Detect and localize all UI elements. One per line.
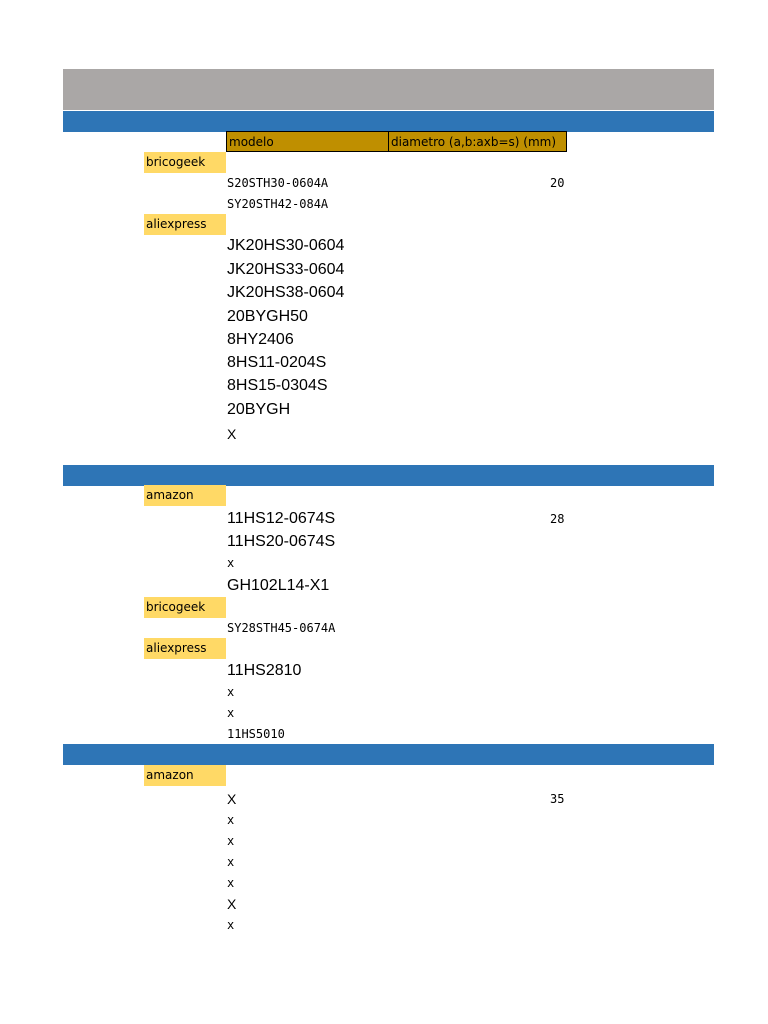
model-cell[interactable]: x	[227, 834, 235, 848]
model-cell[interactable]: x	[227, 813, 235, 827]
model-cell[interactable]: x	[227, 706, 235, 720]
model-cell[interactable]: SY20STH42-084A	[227, 197, 329, 211]
model-cell[interactable]: X	[227, 426, 237, 442]
model-cell[interactable]: x	[227, 685, 235, 699]
store-label-aliexpress[interactable]: aliexpress	[144, 638, 226, 659]
model-cell[interactable]: X	[227, 896, 237, 912]
model-cell[interactable]: 8HS15-0304S	[227, 377, 328, 394]
diameter-cell[interactable]: 28	[550, 512, 565, 526]
section-band-1	[63, 111, 714, 132]
header-modelo[interactable]: modelo	[226, 131, 389, 152]
diameter-cell[interactable]: 35	[550, 792, 565, 806]
model-cell[interactable]: 8HY2406	[227, 331, 294, 348]
store-label-amazon[interactable]: amazon	[144, 485, 226, 506]
section-band-2	[63, 465, 714, 486]
model-cell[interactable]: 20BYGH	[227, 401, 291, 418]
store-label-amazon[interactable]: amazon	[144, 765, 226, 786]
title-banner	[63, 69, 714, 110]
store-label-bricogeek[interactable]: bricogeek	[144, 597, 226, 618]
model-cell[interactable]: x	[227, 556, 235, 570]
model-cell[interactable]: S20STH30-0604A	[227, 176, 329, 190]
model-cell[interactable]: x	[227, 918, 235, 932]
store-label-bricogeek[interactable]: bricogeek	[144, 152, 226, 173]
section-band-3	[63, 744, 714, 765]
model-cell[interactable]: 11HS2810	[227, 662, 302, 679]
model-cell[interactable]: JK20HS33-0604	[227, 261, 345, 278]
model-cell[interactable]: 20BYGH50	[227, 308, 308, 325]
model-cell[interactable]: X	[227, 791, 237, 807]
header-diametro[interactable]: diametro (a,b:axb=s) (mm)	[388, 131, 567, 152]
diameter-cell[interactable]: 20	[550, 176, 565, 190]
model-cell[interactable]: GH102L14-X1	[227, 577, 330, 594]
model-cell[interactable]: SY28STH45-0674A	[227, 621, 336, 635]
model-cell[interactable]: 11HS20-0674S	[227, 533, 336, 550]
model-cell[interactable]: JK20HS38-0604	[227, 284, 345, 301]
model-cell[interactable]: JK20HS30-0604	[227, 237, 345, 254]
model-cell[interactable]: x	[227, 855, 235, 869]
store-label-aliexpress[interactable]: aliexpress	[144, 214, 226, 235]
model-cell[interactable]: x	[227, 876, 235, 890]
model-cell[interactable]: 8HS11-0204S	[227, 354, 327, 371]
model-cell[interactable]: 11HS12-0674S	[227, 510, 336, 527]
model-cell[interactable]: 11HS5010	[227, 727, 285, 741]
